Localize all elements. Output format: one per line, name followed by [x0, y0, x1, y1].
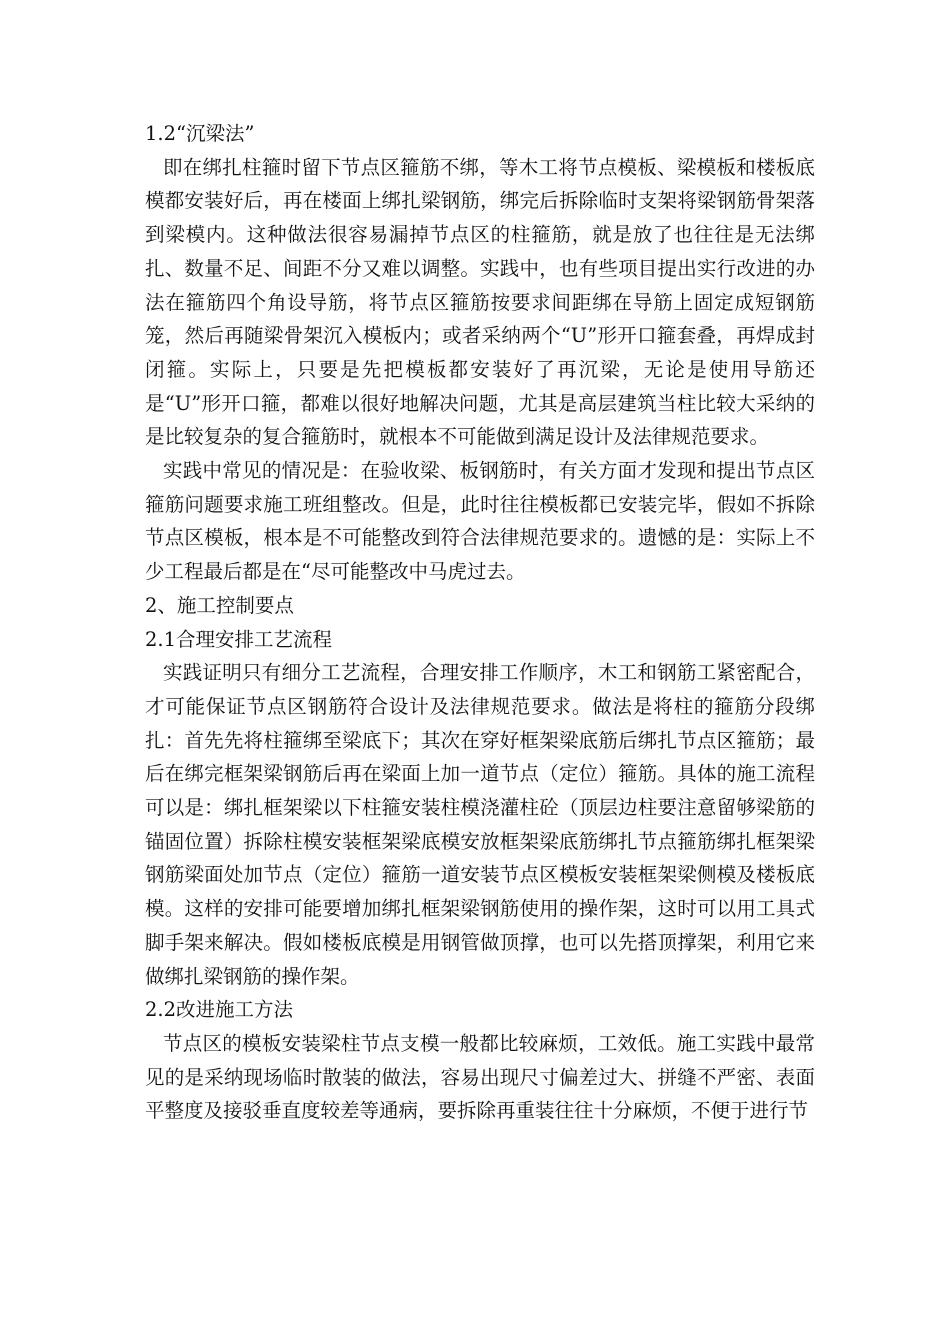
- paragraph-sinking-beam-method: 即在绑扎柱箍时留下节点区箍筋不绑，等木工将节点模板、梁模板和楼板底模都安装好后，再在楼面上绑扎梁钢筋，绑完后拆除临时支架将梁钢筋骨架落到梁模内。这种做法很容易漏掉节点区的柱箍筋，就是放了也往往是无法绑扎、数量不足、间距不分又难以调整。实践中，也有些项目提出实行改进的办法在箍筋四个角设导筋，将节点区箍筋按要求间距绑在导筋上固定成短钢筋笼，然后再随梁骨架沉入模板内；或者采纳两个“U”形开口箍套叠，再焊成封闭箍。实际上，只要是先把模板都安装好了再沉梁，无论是使用导筋还是“U”形开口箍，都难以很好地解决问题，尤其是高层建筑当柱比较大采纳的是比较复杂的复合箍筋时，就根本不可能做到满足设计及法律规范要求。: [145, 155, 815, 449]
- section-heading-2: 2、施工控制要点: [145, 593, 294, 617]
- section-heading-1-2: 1.2“沉梁法”: [145, 122, 255, 145]
- paragraph-common-situation: 实践中常见的情况是：在验收梁、板钢筋时，有关方面才发现和提出节点区箍筋问题要求施工班组整改。但是，此时往往模板都已安装完毕，假如不拆除节点区模板，根本是不可能整改到符合法律规范要求的。遗憾的是：实际上不少工程最后都是在“尽可能整改中马虎过去。: [145, 459, 815, 584]
- document-body: [145, 117, 815, 1128]
- section-heading-2-1: 2.1合理安排工艺流程: [145, 627, 333, 651]
- paragraph-improved-method: 节点区的模板安装梁柱节点支模一般都比较麻烦，工效低。施工实践中最常见的是采纳现场临时散装的做法，容易出现尺寸偏差过大、拼缝不严密、表面平整度及接驳垂直度较差等通病，要拆除再重装往往十分麻烦，不便于进行节: [145, 1031, 815, 1123]
- paragraph-process-arrangement: 实践证明只有细分工艺流程，合理安排工作顺序，木工和钢筋工紧密配合，才可能保证节点区钢筋符合设计及法律规范要求。做法是将柱的箍筋分段绑扎：首先先将柱箍绑至梁底下；其次在穿好框架梁底筋后绑扎节点区箍筋；最后在绑完框架梁钢筋后再在梁面上加一道节点（定位）箍筋。具体的施工流程可以是：绑扎框架梁以下柱箍安装柱模浇灌柱砼（顶层边柱要注意留够梁筋的锚固位置）拆除柱模安装框架梁底模安放框架梁底筋绑扎节点箍筋绑扎框架梁钢筋梁面处加节点（定位）箍筋一道安装节点区模板安装框架梁侧模及楼板底模。这样的安排可能要增加绑扎框架梁钢筋使用的操作架，这时可以用工具式脚手架来解决。假如楼板底模是用钢管做顶撑，也可以先搭顶撑架，利用它来做绑扎梁钢筋的操作架。: [145, 661, 815, 988]
- section-heading-2-2: 2.2改进施工方法: [145, 998, 294, 1022]
